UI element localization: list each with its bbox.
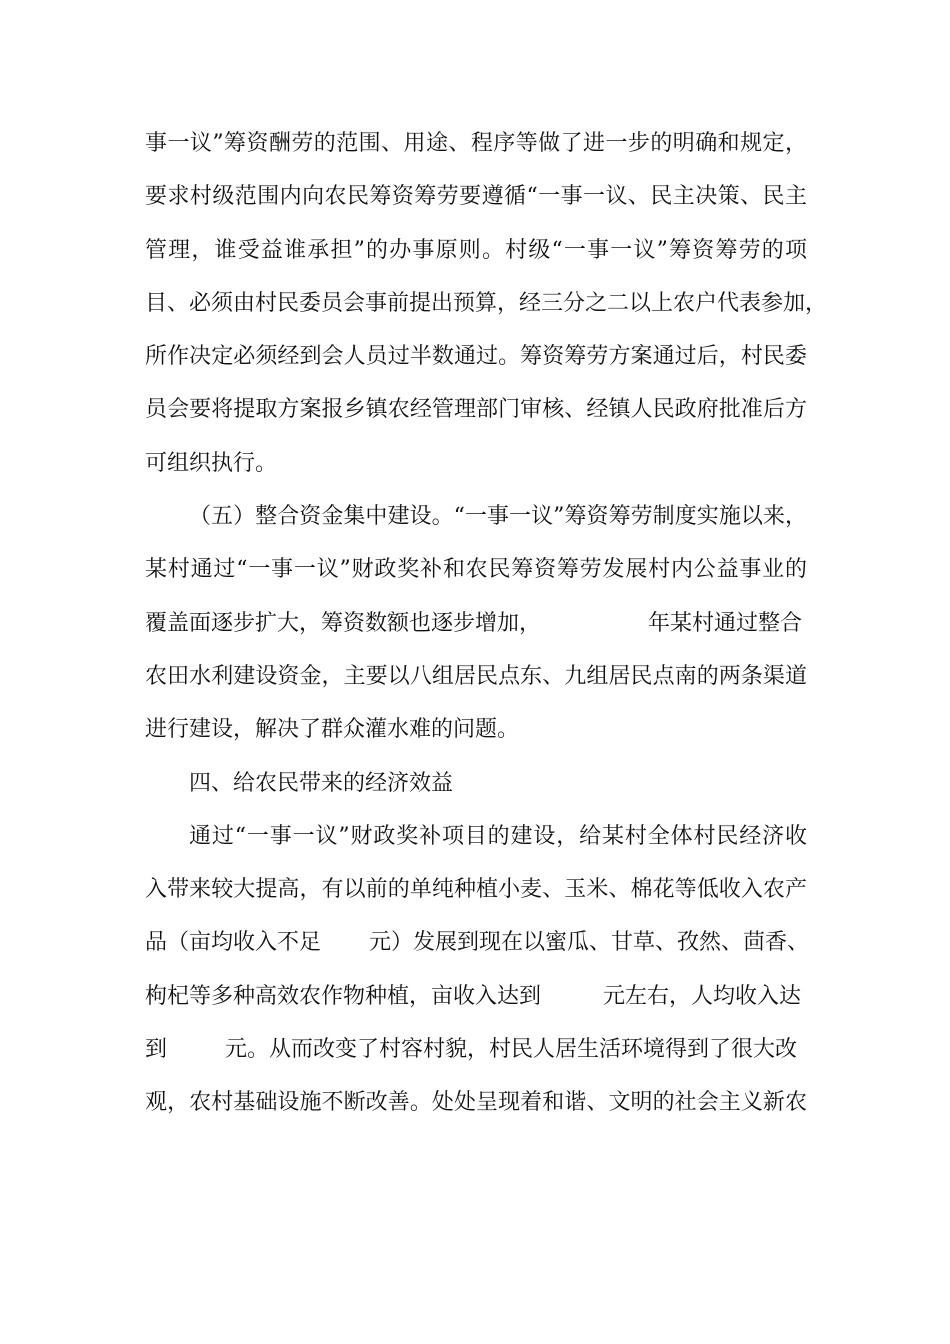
text-segment: 到 [145, 1037, 168, 1063]
text-line: 某村通过“一事一议”财政奖补和农民筹资筹劳发展村内公益事业的 [145, 557, 807, 583]
section-heading: 四、给农民带来的经济效益 [189, 770, 454, 796]
text-segment: 元左右，人均收入达 [603, 983, 802, 1009]
text-line: 所作决定必须经到会人员过半数通过。筹资筹劳方案通过后，村民委 [145, 344, 807, 370]
document-body [145, 127, 828, 1140]
text-line [145, 607, 807, 641]
text-segment: 元。从而改变了村容村貌，村民人居生活环境得到了很大改 [225, 1037, 798, 1063]
text-line: 事一议”筹资酬劳的范围、用途、程序等做了进一步的明确和规定， [145, 131, 807, 156]
text-segment: 覆盖面逐步扩大，筹资数额也逐步增加， [145, 610, 542, 636]
text-line [145, 1033, 807, 1067]
text-line: 员会要将提取方案报乡镇农经管理部门审核、经镇人民政府批准后方 [145, 397, 807, 423]
text-line: 通过“一事一议”财政奖补项目的建设，给某村全体村民经济收 [189, 823, 807, 849]
text-segment: 枸杞等多种高效农作物种植，亩收入达到 [145, 983, 542, 1009]
text-segment: 年某村通过整合 [648, 610, 803, 636]
text-line: 可组织执行。 [145, 450, 278, 476]
text-line: 目、必须由村民委员会事前提出预算，经三分之二以上农户代表参加， [145, 290, 828, 316]
text-line: （五）整合资金集中建设。“一事一议”筹资筹劳制度实施以来， [189, 504, 807, 530]
text-line [145, 980, 807, 1014]
text-segment: 品（亩均收入不足 [145, 930, 322, 956]
text-line [145, 926, 810, 960]
text-line: 入带来较大提高，有以前的单纯种植小麦、玉米、棉花等低收入农产 [145, 877, 807, 903]
text-line: 进行建设，解决了群众灌水难的问题。 [145, 717, 520, 743]
text-line: 农田水利建设资金，主要以八组居民点东、九组居民点南的两条渠道 [145, 663, 807, 689]
text-line: 观，农村基础设施不断改善。处处呈现着和谐、文明的社会主义新农 [145, 1090, 807, 1116]
text-line: 要求村级范围内向农民筹资筹劳要遵循“一事一议、民主决策、民主 [145, 184, 807, 210]
text-segment: 元）发展到现在以蜜瓜、甘草、孜然、茴香、 [369, 930, 810, 956]
text-line: 管理，谁受益谁承担”的办事原则。村级“一事一议”筹资筹劳的项 [145, 237, 807, 263]
